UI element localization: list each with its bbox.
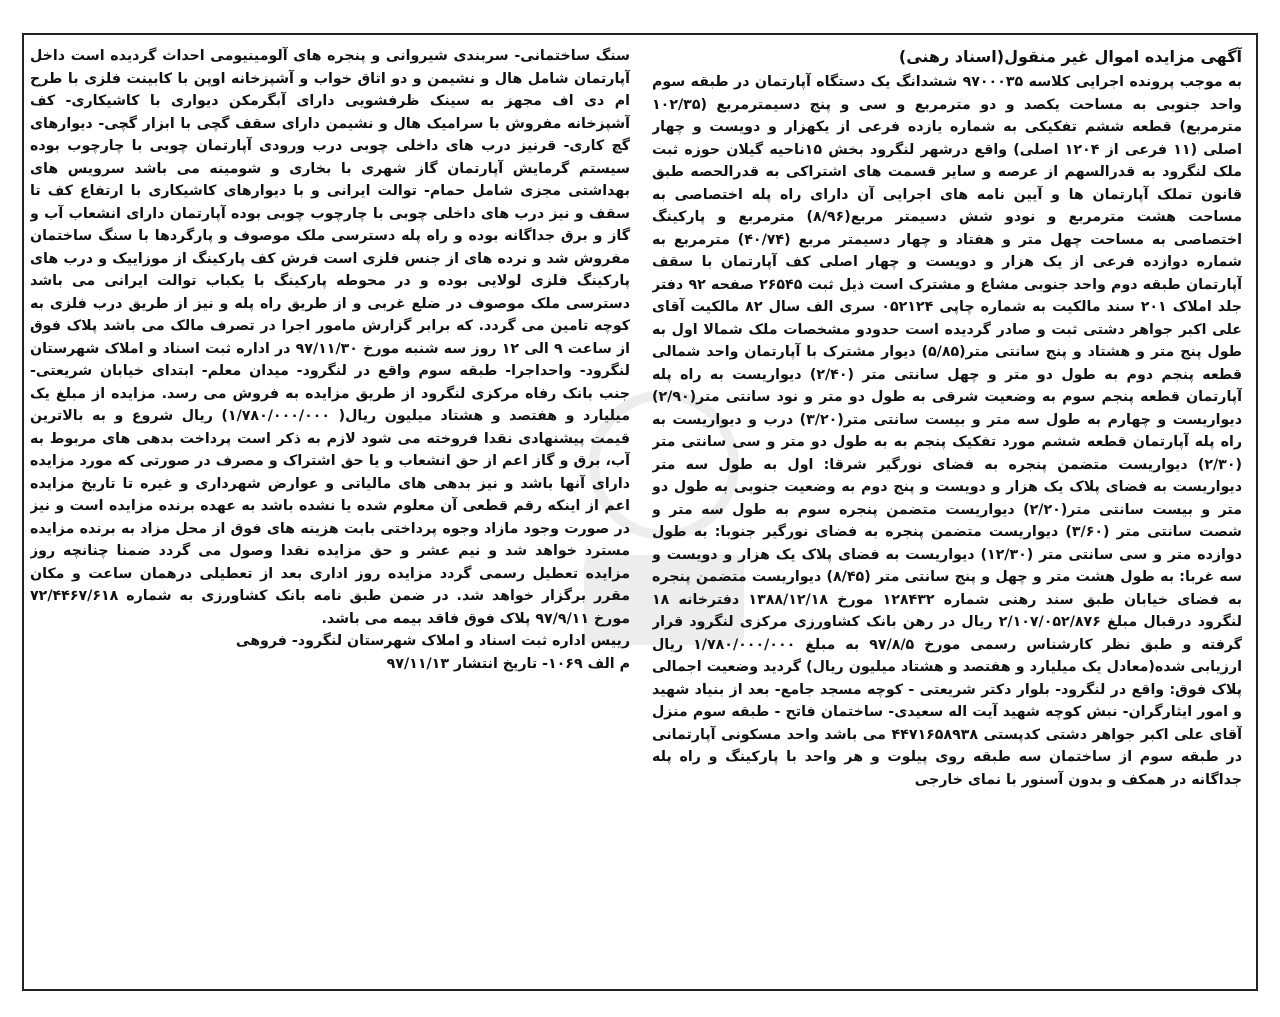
publication-reference: م الف ۱۰۶۹- تاریخ انتشار ۹۷/۱۱/۱۳ xyxy=(386,655,630,672)
notice-body-right: به موجب پرونده اجرایی کلاسه ۹۷۰۰۰۳۵ ششدانگ یک دستگاه آپارتمان در طبقه سوم واحد جنوبی به مساحت یکصد و دو مترمربع و سی و پنج دسیمترمربع (۱۰۲/۳۵ مترمربع) قطعه ششم تفکیکی به شماره یازده فرعی از یکهزار و دویست و چهار اصلی (۱۱ فرعی از ۱۲۰۴ اصلی) واقع درشهر لنگرود بخش ۱۵ناحیه گیلان حوزه ثبت ملک لنگرود به قدرالسهم از عرصه و سایر قسمت های اشتراکی به قدرالحصه طبق قانون تملک آپارتمان ها و آیین نامه های اجرایی آن دارای راه پله اختصاصی به مساحت هشت مترمربع و نودو شش دسیمتر مربع(۸/۹۶) مترمربع و پارکینگ اختصاصی به مساحت چهل متر و هفتاد و چهار دسیمتر مربع (۴۰/۷۴) مترمربع به شماره دوازده فرعی از یک هزار و دویست و چهار اصلی کف آپارتمان با سقف آپارتمان طبقه دوم واحد جنوبی مشاع و مشترک است ذیل ثبت ۲۶۵۴۵ صفحه ۹۲ دفتر جلد املاک ۲۰۱ سند مالکیت به شماره چاپی ۰۵۲۱۲۴ سری الف سال ۸۲ مالکیت آقای علی اکبر جواهر دشتی ثبت و صادر گردیده است حدودو مشخصات ملک شمالا اول به طول پنج متر و هشتاد و پنج سانتی متر(۵/۸۵) دیوار مشترک با آپارتمان واحد شمالی قطعه پنجم دوم به طول دو متر و چهل سانتی متر (۲/۴۰) دیواریست به راه پله آپارتمان قطعه پنجم سوم به وضعیت شرقی به طول دو متر و نود سانتی متر(۲/۹۰) دیواریست و چهارم به طول سه متر و بیست سانتی متر(۳/۲۰) درب و دیواریست به راه پله آپارتمان قطعه ششم مورد تفکیک پنجم به به طول دو متر و سی سانتی متر (۲/۳۰) دیواریست متضمن پنجره به فضای نورگیر شرقا: اول به طول سه متر دیواریست به فضای پلاک یک هزار و دویست و پنج دوم به وضعیت جنوبی به طول دو متر و بیست سانتی متر(۲/۲۰) دیواریست متضمن پنجره سوم به طول سه متر و شصت سانتی متر (۳/۶۰) دیواریست متضمن پنجره به فضای نورگیر جنوبا: به طول دوازده متر و سی سانتی متر (۱۲/۳۰) دیواریست به فضای پلاک یک هزار و دویست و سه غربا: به طول هشت متر و چهل و پنج سانتی متر (۸/۴۵) دیواریست متضمن پنجره به فضای خیابان طبق سند رهنی شماره ۱۲۸۴۳۲ مورخ ۱۳۸۸/۱۲/۱۸ دفترخانه ۱۸ لنگرود درقبال مبلغ ۲/۱۰۷/۰۵۲/۸۷۶ ریال در رهن بانک کشاورزی مرکزی لنگرود قرار گرفته و طبق نظر کارشناس رسمی مورخ ۹۷/۸/۵ به مبلغ ۱/۷۸۰/۰۰۰/۰۰۰ ریال ارزیابی شده(معادل یک میلیارد و هفتصد و هشتاد میلیون ریال) گردید وضعیت اجمالی پلاک فوق: واقع در لنگرود- بلوار دکتر شریعتی - کوچه مسجد جامع- بعد از بنیاد شهید و امور ایثارگران- نبش کوچه شهید آیت اله سعیدی- ساختمان فاتح - طبقه سوم منزل آقای علی اکبر جواهر دشتی کدپستی ۴۴۷۱۶۵۸۹۳۸ می باشد واحد مسکونی آپارتمانی در طبقه سوم از ساختمان سه طبقه روی پیلوت و هر واحد با پارکینگ و راه پله جداگانه در همکف و بدون آسنور با نمای خارجی xyxy=(652,74,1242,788)
notice-column-right xyxy=(652,45,1242,985)
notice-body-left: سنگ ساختمانی- سربندی شیروانی و پنجره های آلومینیومی احداث گردیده است داخل آپارتمان شامل هال و نشیمن و دو اتاق خواب و آشپزخانه اوپن با کابینت فلزی با طرح ام دی اف مجهز به سینک ظرفشویی دارای آبگرمکن دیواری با کاشیکاری- کف آشپزخانه مفروش با سرامیک هال و نشیمن دارای سقف گچی با ابزار گچی- دیوارهای گچ کاری- قرنیز درب های داخلی چوبی درب ورودی آپارتمان چوبی با چارچوب بوده سیستم گرمایش آپارتمان گاز شهری با بخاری و شومینه می باشد سرویس های بهداشتی مجزی شامل حمام- توالت ایرانی و با دیوارهای کاشیکاری با ارتفاع کف تا سقف و نیز درب های داخلی چوبی با چارچوب چوبی بوده آپارتمان دارای انشعاب آب و گاز و برق جداگانه بوده و راه پله دسترسی ملک موصوف و پارگردها با سنگ ساختمان مفروش شد و نرده های از جنس فلزی است فرش کف پارکینگ از موزاییک و درب های پارکینگ فلزی لولایی بوده و در محوطه پارکینگ با یکباب توالت ایرانی می باشد دسترسی ملک موصوف در ضلع غربی و از طریق راه پله و نیز از طریق درب فلزی به کوچه تامین می گردد. که برابر گزارش مامور اجرا در تصرف مالک می باشد پلاک فوق از ساعت ۹ الی ۱۲ روز سه شنبه مورخ ۹۷/۱۱/۳۰ در اداره ثبت اسناد و املاک شهرستان لنگرود- واحداجرا- طبقه سوم واقع در لنگرود- میدان معلم- ابتدای خیابان شریعتی- جنب بانک رفاه مرکزی لنگرود از طریق مزایده به فروش می رسد. مزایده از مبلغ یک میلیارد و هفتصد و هشتاد میلیون ریال( ۱/۷۸۰/۰۰۰/۰۰۰) ریال شروع و به بالاترین قیمت پیشنهادی نقدا فروخته می شود لازم به ذکر است پرداخت بدهی های مربوط به آب، برق و گاز اعم از حق انشعاب و یا حق اشتراک و مصرف در صورتی که مورد مزایده دارای آنها باشد و نیز بدهی های مالیاتی و عوارض شهرداری و غیره تا تاریخ مزایده اعم از اینکه رقم قطعی آن معلوم شده یا نشده باشد به عهده برنده مزایده است و نیز در صورت وجود مازاد وجوه پرداختی بابت هزینه های فوق از محل مزاد به برنده مزایده مسترد خواهد شد و نیم عشر و حق مزایده نقدا وصول می گردد ضمنا چنانچه روز مزایده تعطیل رسمی گردد مزایده روز اداری بعد از تعطیلی درهمان ساعت و مکان مقرر برگزار خواهد شد. در ضمن طبق نامه بانک کشاورزی به شماره ۷۲/۴۴۶۷/۶۱۸ مورخ ۹۷/۹/۱۱ پلاک فوق فاقد بیمه می باشد. xyxy=(30,48,630,627)
notice-title: آگهی مزایده اموال غیر منقول(اسناد رهنی) xyxy=(898,47,1242,66)
notice-frame xyxy=(22,33,1258,991)
signature-line: رییس اداره ثبت اسناد و املاک شهرستان لنگرود- فروهی xyxy=(235,633,630,649)
notice-column-left xyxy=(30,45,630,985)
